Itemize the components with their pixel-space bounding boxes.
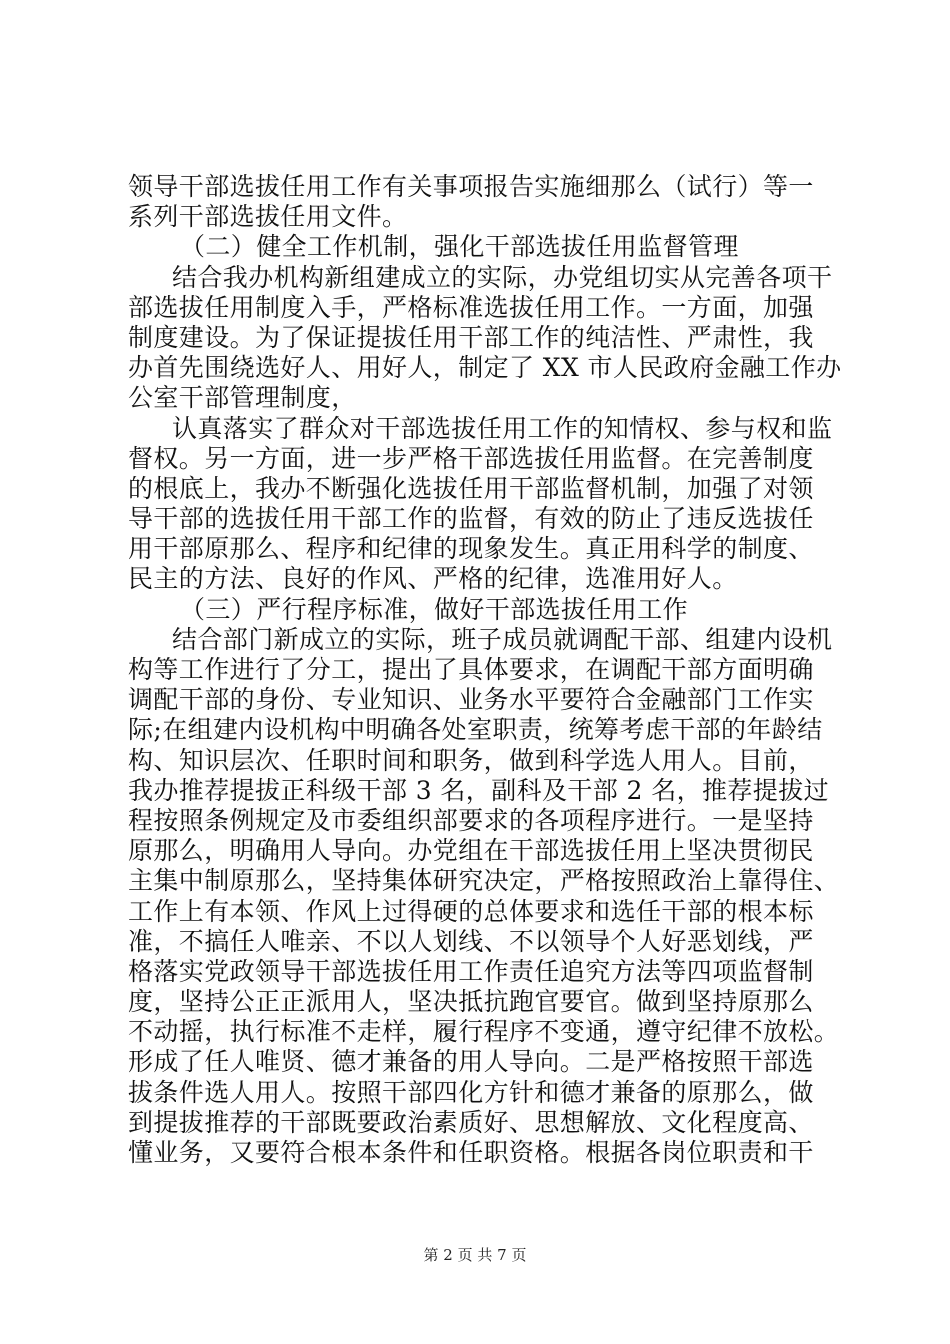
text-line: 导干部的选拔任用干部工作的监督，有效的防止了违反选拔任 bbox=[128, 504, 814, 534]
text-line: 系列干部选拔任用文件。 bbox=[128, 202, 408, 232]
text-line: 公室干部管理制度， bbox=[128, 383, 357, 413]
text-line: 办首先围绕选好人、用好人，制定了 XX 市人民政府金融工作办 bbox=[128, 353, 842, 383]
text-line: 度，坚持公正正派用人，坚决抵抗跑官要官。做到坚持原那么 bbox=[128, 987, 814, 1017]
paragraph-start: 认真落实了群众对干部选拔任用工作的知情权、参与权和监 bbox=[172, 413, 833, 443]
text-line: 际;在组建内设机构中明确各处室职责，统筹考虑干部的年龄结 bbox=[128, 715, 823, 745]
text-line: 构、知识层次、任职时间和职务，做到科学选人用人。目前， bbox=[128, 745, 814, 775]
text-line: 督权。另一方面，进一步严格干部选拔任用监督。在完善制度 bbox=[128, 443, 814, 473]
text-line: 形成了任人唯贤、德才兼备的用人导向。二是严格按照干部选 bbox=[128, 1047, 814, 1077]
text-line: 拔条件选人用人。按照干部四化方针和德才兼备的原那么，做 bbox=[128, 1077, 814, 1107]
text-line: 的根底上，我办不断强化选拔任用干部监督机制，加强了对领 bbox=[128, 473, 814, 503]
text-line: 构等工作进行了分工，提出了具体要求，在调配干部方面明确 bbox=[128, 655, 814, 684]
text-line: 用干部原那么、程序和纪律的现象发生。真正用科学的制度、 bbox=[128, 534, 814, 564]
text-line: 懂业务，又要符合根本条件和任职资格。根据各岗位职责和干 bbox=[128, 1138, 814, 1167]
text-line: 调配干部的身份、专业知识、业务水平要符合金融部门工作实 bbox=[128, 685, 814, 715]
document-body bbox=[128, 172, 842, 1168]
text-line: 不动摇，执行标准不走样，履行程序不变通，遵守纪律不放松。 bbox=[128, 1017, 840, 1047]
text-line: 到提拔推荐的干部既要政治素质好、思想解放、文化程度高、 bbox=[128, 1107, 814, 1137]
text-line: 格落实党政领导干部选拔任用工作责任追究方法等四项监督制 bbox=[128, 956, 814, 986]
text-line: 民主的方法、良好的作风、严格的纪律，选准用好人。 bbox=[128, 564, 738, 594]
section-heading: （三）严行程序标准，做好干部选拔任用工作 bbox=[180, 594, 689, 624]
text-line: 工作上有本领、作风上过得硬的总体要求和选任干部的根本标 bbox=[128, 896, 814, 926]
text-line: 主集中制原那么，坚持集体研究决定，严格按照政治上靠得住、 bbox=[128, 866, 840, 896]
text-line: 准，不搞任人唯亲、不以人划线、不以领导个人好恶划线，严 bbox=[128, 926, 814, 956]
text-line: 程按照条例规定及市委组织部要求的各项程序进行。一是坚持 bbox=[128, 805, 814, 835]
text-line: 领导干部选拔任用工作有关事项报告实施细那么（试行）等一 bbox=[128, 172, 814, 201]
text-line: 原那么，明确用人导向。办党组在干部选拔任用上坚决贯彻民 bbox=[128, 836, 814, 866]
text-line: 制度建设。为了保证提拔任用干部工作的纯洁性、严肃性，我 bbox=[128, 322, 814, 352]
text-line: 我办推荐提拔正科级干部 3 名，副科及干部 2 名，推荐提拔过 bbox=[128, 775, 830, 805]
paragraph-start: 结合部门新成立的实际，班子成员就调配干部、组建内设机 bbox=[172, 624, 833, 654]
page-footer: 第 2 页 共 7 页 bbox=[423, 1246, 527, 1264]
text-line: 部选拔任用制度入手，严格标准选拔任用工作。一方面，加强 bbox=[128, 292, 814, 322]
paragraph-start: 结合我办机构新组建成立的实际，办党组切实从完善各项干 bbox=[172, 262, 833, 292]
section-heading: （二）健全工作机制，强化干部选拔任用监督管理 bbox=[180, 232, 739, 262]
